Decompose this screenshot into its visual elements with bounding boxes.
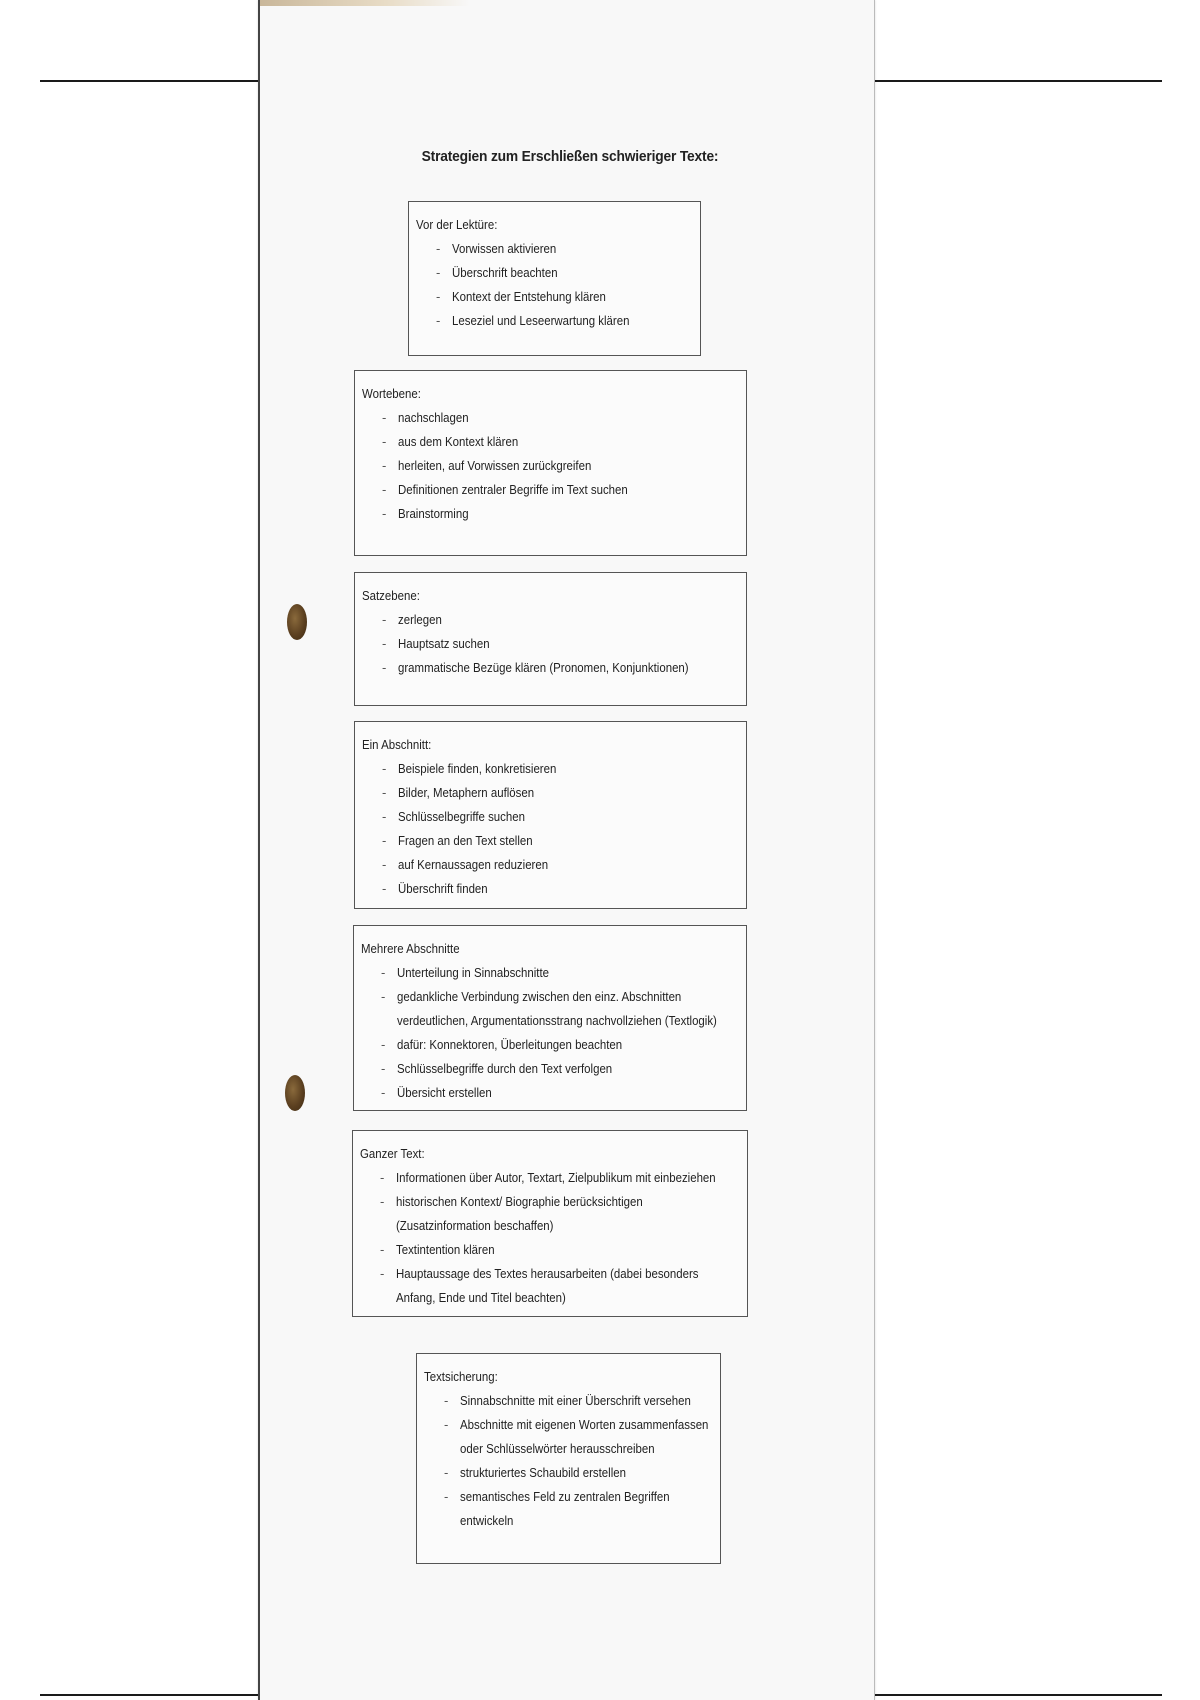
section-heading: Satzebene: <box>362 588 420 603</box>
list-item <box>376 608 738 632</box>
list-item <box>376 430 738 454</box>
bullet-dash-icon: - <box>382 857 387 872</box>
bullet-dash-icon: - <box>382 482 387 497</box>
tape-strip <box>260 0 470 6</box>
list-item <box>430 261 692 285</box>
bullet-dash-icon: - <box>436 289 441 304</box>
section-mehrere-abschnitte <box>353 925 747 1111</box>
list-item-text: Fragen an den Text stellen <box>398 833 533 848</box>
list-item <box>438 1461 712 1485</box>
list-item-text: Hauptaussage des Textes herausarbeiten (dabei besonders Anfang, Ende und Titel beachten) <box>396 1266 699 1305</box>
list-item <box>374 1238 739 1262</box>
bullet-dash-icon: - <box>382 785 387 800</box>
bullet-dash-icon: - <box>444 1417 449 1432</box>
bullet-dash-icon: - <box>382 434 387 449</box>
list-item-text: Brainstorming <box>398 506 469 521</box>
list-item-text: Sinnabschnitte mit einer Überschrift versehen <box>460 1393 691 1408</box>
list-item-text: Unterteilung in Sinnabschnitte <box>397 965 550 980</box>
list-item <box>376 877 738 901</box>
list-item <box>375 961 738 985</box>
section-ein-abschnitt <box>354 721 747 909</box>
section-ganzer-text <box>352 1130 748 1317</box>
list-item <box>376 656 738 680</box>
list-item-text: Hauptsatz suchen <box>398 636 490 651</box>
list-item <box>374 1166 739 1190</box>
list-item <box>430 237 692 261</box>
list-item <box>376 502 738 526</box>
bullet-dash-icon: - <box>444 1489 449 1504</box>
list-item <box>438 1413 712 1461</box>
bullet-dash-icon: - <box>381 1061 386 1076</box>
list-item <box>376 757 738 781</box>
bullet-dash-icon: - <box>382 881 387 896</box>
scan-border-line-left <box>40 80 260 82</box>
list-item <box>374 1262 739 1310</box>
bullet-dash-icon: - <box>382 761 387 776</box>
list-item <box>376 454 738 478</box>
section-list <box>361 961 738 1105</box>
bullet-dash-icon: - <box>382 612 387 627</box>
list-item <box>438 1485 712 1533</box>
section-list <box>424 1389 712 1533</box>
bullet-dash-icon: - <box>382 410 387 425</box>
section-satzebene <box>354 572 747 706</box>
bullet-dash-icon: - <box>444 1393 449 1408</box>
bullet-dash-icon: - <box>436 313 441 328</box>
bullet-dash-icon: - <box>382 506 387 521</box>
list-item-text: Kontext der Entstehung klären <box>452 289 606 304</box>
list-item <box>375 1057 738 1081</box>
bullet-dash-icon: - <box>380 1170 385 1185</box>
list-item <box>375 1081 738 1105</box>
list-item-text: nachschlagen <box>398 410 469 425</box>
list-item-text: zerlegen <box>398 612 442 627</box>
list-item <box>376 805 738 829</box>
list-item <box>375 985 738 1033</box>
section-list <box>360 1166 739 1310</box>
section-heading: Vor der Lektüre: <box>416 217 498 232</box>
section-vor-der-lektuere <box>408 201 701 356</box>
bullet-dash-icon: - <box>382 660 387 675</box>
list-item-text: Überschrift finden <box>398 881 488 896</box>
bullet-dash-icon: - <box>382 833 387 848</box>
list-item-text: Textintention klären <box>396 1242 495 1257</box>
bullet-dash-icon: - <box>381 1037 386 1052</box>
list-item <box>376 829 738 853</box>
section-list <box>362 608 738 680</box>
bullet-dash-icon: - <box>436 265 441 280</box>
list-item <box>376 853 738 877</box>
bullet-dash-icon: - <box>380 1266 385 1281</box>
section-heading: Ganzer Text: <box>360 1146 425 1161</box>
section-heading: Ein Abschnitt: <box>362 737 432 752</box>
list-item <box>375 1033 738 1057</box>
list-item-text: semantisches Feld zu zentralen Begriffen entwickeln <box>460 1489 670 1528</box>
bullet-dash-icon: - <box>381 989 386 1004</box>
list-item <box>438 1389 712 1413</box>
section-wortebene <box>354 370 747 556</box>
bullet-dash-icon: - <box>382 458 387 473</box>
list-item-text: dafür: Konnektoren, Überleitungen beachten <box>397 1037 623 1052</box>
list-item-text: historischen Kontext/ Biographie berücksichtigen (Zusatzinformation beschaffen) <box>396 1194 643 1233</box>
section-list <box>362 757 738 901</box>
list-item <box>376 478 738 502</box>
bullet-dash-icon: - <box>382 636 387 651</box>
document-title: Strategien zum Erschließen schwieriger Texte: <box>421 148 719 165</box>
list-item <box>376 632 738 656</box>
list-item-text: Schlüsselbegriffe durch den Text verfolgen <box>397 1061 613 1076</box>
list-item-text: strukturiertes Schaubild erstellen <box>460 1465 626 1480</box>
list-item-text: Informationen über Autor, Textart, Zielpublikum mit einbeziehen <box>396 1170 716 1185</box>
list-item-text: Vorwissen aktivieren <box>452 241 557 256</box>
list-item <box>430 309 692 333</box>
section-list <box>362 406 738 526</box>
bullet-dash-icon: - <box>382 809 387 824</box>
list-item-text: grammatische Bezüge klären (Pronomen, Konjunktionen) <box>398 660 689 675</box>
bullet-dash-icon: - <box>444 1465 449 1480</box>
list-item <box>376 406 738 430</box>
section-heading: Mehrere Abschnitte <box>361 941 460 956</box>
punch-hole-icon <box>287 604 307 640</box>
section-heading: Textsicherung: <box>424 1369 498 1384</box>
bullet-dash-icon: - <box>380 1242 385 1257</box>
list-item-text: gedankliche Verbindung zwischen den einz. Abschnitten verdeutlichen, Argumentationsstrang nachvollziehen (Textlogik) <box>397 989 717 1028</box>
list-item-text: Schlüsselbegriffe suchen <box>398 809 525 824</box>
scan-border-line-right <box>872 80 1162 82</box>
list-item <box>374 1190 739 1238</box>
list-item-text: Überschrift beachten <box>452 265 558 280</box>
bullet-dash-icon: - <box>381 1085 386 1100</box>
bullet-dash-icon: - <box>436 241 441 256</box>
section-heading: Wortebene: <box>362 386 421 401</box>
section-textsicherung <box>416 1353 721 1564</box>
punch-hole-icon <box>285 1075 305 1111</box>
list-item-text: aus dem Kontext klären <box>398 434 519 449</box>
list-item <box>430 285 692 309</box>
list-item-text: Beispiele finden, konkretisieren <box>398 761 557 776</box>
list-item-text: Abschnitte mit eigenen Worten zusammenfassen oder Schlüsselwörter herausschreiben <box>460 1417 709 1456</box>
list-item-text: Definitionen zentraler Begriffe im Text suchen <box>398 482 628 497</box>
list-item-text: auf Kernaussagen reduzieren <box>398 857 549 872</box>
list-item <box>376 781 738 805</box>
list-item-text: Leseziel und Leseerwartung klären <box>452 313 630 328</box>
bullet-dash-icon: - <box>380 1194 385 1209</box>
list-item-text: Bilder, Metaphern auflösen <box>398 785 535 800</box>
list-item-text: herleiten, auf Vorwissen zurückgreifen <box>398 458 592 473</box>
bullet-dash-icon: - <box>381 965 386 980</box>
list-item-text: Übersicht erstellen <box>397 1085 492 1100</box>
section-list <box>416 237 692 333</box>
